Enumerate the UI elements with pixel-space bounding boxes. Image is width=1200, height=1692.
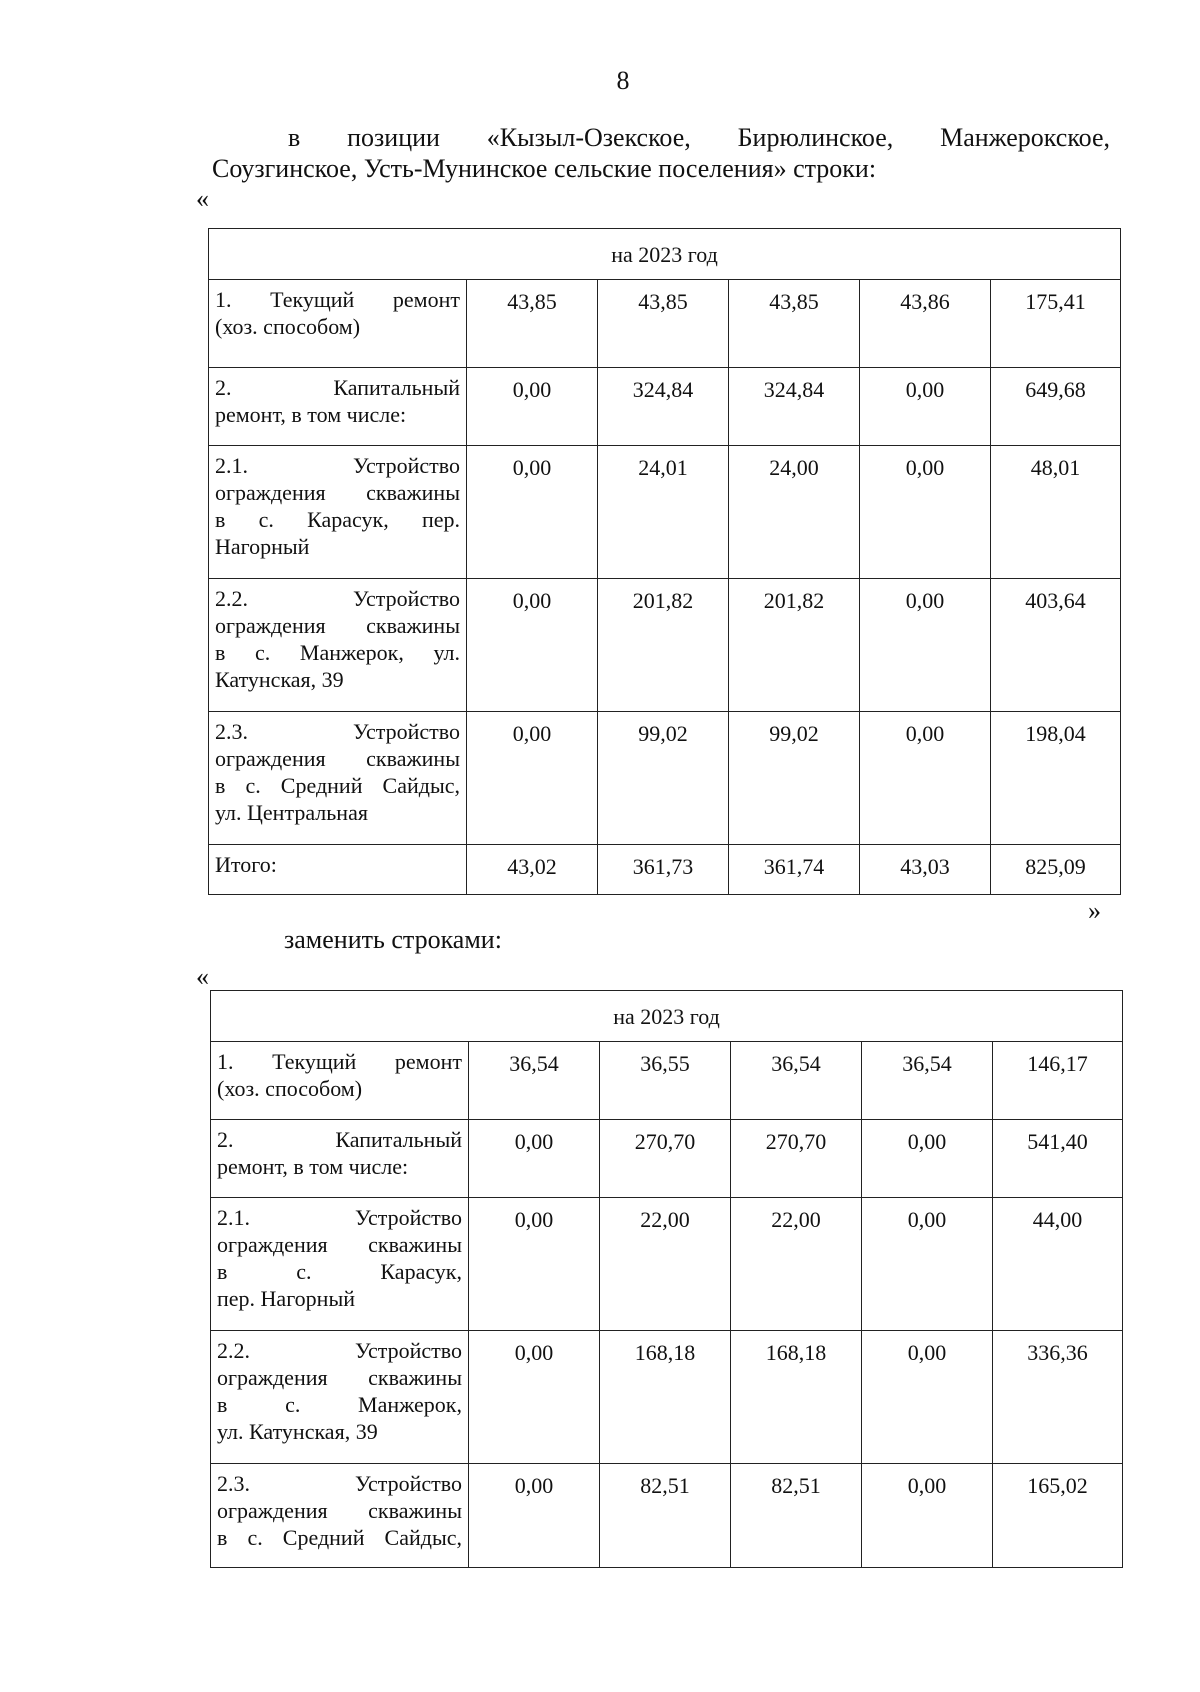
cell: 403,64 [991,579,1121,712]
row-label: 2.2. Устройство ограждения скважины в с. Манжерок, ул. Катунская, 39 [211,1331,469,1464]
cell: 0,00 [467,368,598,446]
row-label: 2.3. Устройство ограждения скважины в с. Средний Сайдыс, ул. Центральная [209,712,467,845]
year-header: на 2023 год [211,991,1123,1042]
table-old [208,228,1121,895]
row-label: 1. Текущий ремонт (хоз. способом) [209,280,467,368]
cell: 201,82 [729,579,860,712]
row-label: 1. Текущий ремонт (хоз. способом) [211,1042,469,1120]
cell: 270,70 [600,1120,731,1198]
intro-line-2: Соузгинское, Усть-Мунинское сельские поселения» строки: [212,154,877,183]
cell: 82,51 [600,1464,731,1568]
cell: 36,54 [862,1042,993,1120]
cell: 43,85 [598,280,729,368]
row-label: 2.1. Устройство ограждения скважины в с. Карасук, пер. Нагорный [209,446,467,579]
table-row [209,280,1121,368]
cell: 22,00 [731,1198,862,1331]
row-label: 2. Капитальный ремонт, в том числе: [209,368,467,446]
row-label: 2.3. Устройство ограждения скважины в с. Средний Сайдыс, [211,1464,469,1568]
cell: 0,00 [860,579,991,712]
cell: 146,17 [993,1042,1123,1120]
cell: 270,70 [731,1120,862,1198]
intro-line-1: в позиции «Кызыл-Озекское, Бирюлинское, Манжерокское, [288,123,1110,152]
close-quote-old: » [1088,896,1101,925]
cell: 48,01 [991,446,1121,579]
table-header-row [209,229,1121,280]
cell: 43,03 [860,845,991,895]
cell: 22,00 [600,1198,731,1331]
cell: 168,18 [600,1331,731,1464]
cell: 0,00 [862,1120,993,1198]
cell: 43,86 [860,280,991,368]
cell: 0,00 [862,1464,993,1568]
cell: 324,84 [598,368,729,446]
row-label: 2.2. Устройство ограждения скважины в с. Манжерок, ул. Катунская, 39 [209,579,467,712]
table-row [209,368,1121,446]
cell: 0,00 [469,1464,600,1568]
replace-label: заменить строками: [284,925,502,954]
cell: 541,40 [993,1120,1123,1198]
cell: 165,02 [993,1464,1123,1568]
row-label: 2.1. Устройство ограждения скважины в с. Карасук, пер. Нагорный [211,1198,469,1331]
table-row [209,446,1121,579]
cell: 0,00 [469,1120,600,1198]
cell: 43,85 [467,280,598,368]
cell: 336,36 [993,1331,1123,1464]
cell: 0,00 [862,1198,993,1331]
cell: 324,84 [729,368,860,446]
row-label: Итого: [209,845,467,895]
cell: 36,54 [469,1042,600,1120]
table-total-row [209,845,1121,895]
table-new [210,990,1123,1568]
cell: 198,04 [991,712,1121,845]
table-row [209,712,1121,845]
cell: 0,00 [860,368,991,446]
cell: 99,02 [729,712,860,845]
cell: 44,00 [993,1198,1123,1331]
cell: 168,18 [731,1331,862,1464]
year-header: на 2023 год [209,229,1121,280]
cell: 361,74 [729,845,860,895]
cell: 24,01 [598,446,729,579]
table-row [211,1331,1123,1464]
intro-paragraph [212,122,1110,184]
table-row [211,1042,1123,1120]
open-quote-new: « [196,962,209,991]
cell: 0,00 [469,1198,600,1331]
cell: 361,73 [598,845,729,895]
cell: 43,02 [467,845,598,895]
cell: 649,68 [991,368,1121,446]
cell: 36,55 [600,1042,731,1120]
open-quote-old: « [196,184,209,213]
cell: 43,85 [729,280,860,368]
table-row [211,1198,1123,1331]
cell: 175,41 [991,280,1121,368]
cell: 0,00 [469,1331,600,1464]
cell: 36,54 [731,1042,862,1120]
cell: 0,00 [467,579,598,712]
table-row [209,579,1121,712]
table-row [211,1464,1123,1568]
cell: 0,00 [467,712,598,845]
cell: 0,00 [860,446,991,579]
row-label: 2. Капитальный ремонт, в том числе: [211,1120,469,1198]
cell: 0,00 [467,446,598,579]
cell: 99,02 [598,712,729,845]
page-number: 8 [616,66,630,95]
cell: 0,00 [862,1331,993,1464]
table-header-row [211,991,1123,1042]
cell: 0,00 [860,712,991,845]
cell: 201,82 [598,579,729,712]
table-row [211,1120,1123,1198]
cell: 825,09 [991,845,1121,895]
cell: 24,00 [729,446,860,579]
cell: 82,51 [731,1464,862,1568]
